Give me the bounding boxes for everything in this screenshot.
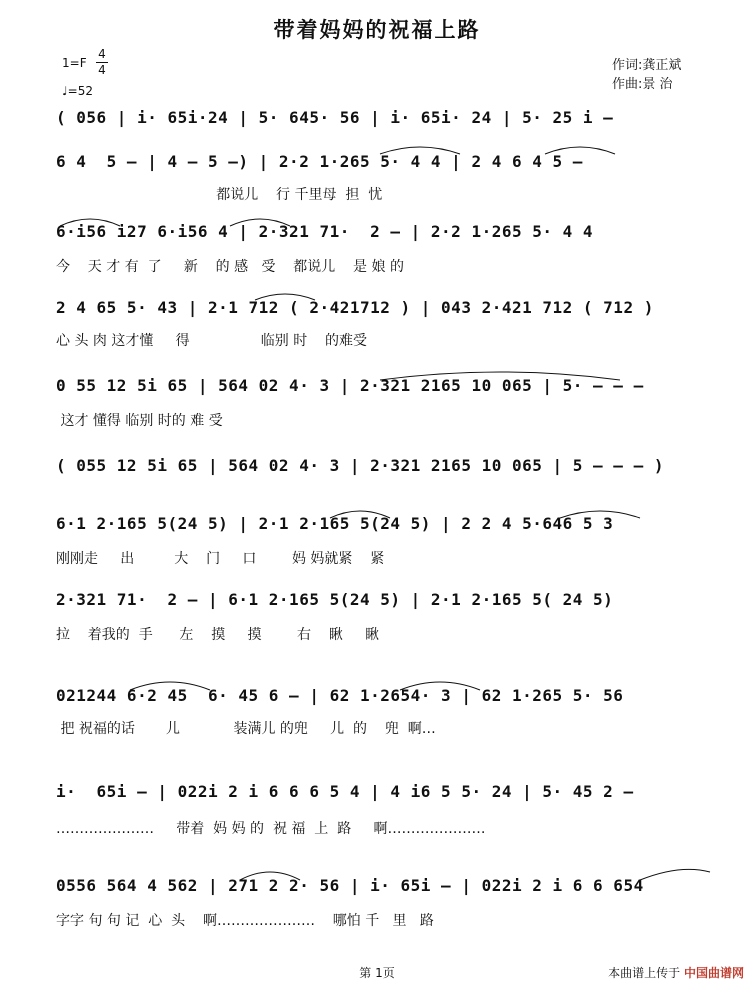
notation-row: 0 55 12 5i 65 | 564 02 4· 3 | 2·321 2165 10 065 | 5· – – –: [56, 376, 644, 395]
notation-row: i· 65i – | 022i 2 i 6 6 6 5 4 | 4 i6 5 5· 24 | 5· 45 2 –: [56, 782, 634, 801]
site-logo: 中国曲谱网: [683, 966, 744, 980]
notation-row: 2·321 71· 2 – | 6·1 2·165 5(24 5) | 2·1 2·165 5( 24 5): [56, 590, 614, 609]
tempo-marking: ♩=52: [62, 84, 93, 98]
slur: [130, 682, 210, 690]
lyric-row: 心 头 肉 这才懂 得 临别 时 的难受: [56, 333, 368, 349]
lyric-row: 这才 懂得 临别 时的 难 受: [56, 413, 223, 429]
slur: [330, 511, 390, 518]
slur: [545, 147, 615, 154]
time-unit: 4: [98, 63, 106, 77]
upload-credit: [608, 964, 744, 981]
upload-text: 本曲谱上传于: [608, 966, 681, 980]
lyric-row: 都说儿 行 千里母 担 忧: [56, 187, 383, 203]
slur: [230, 219, 290, 226]
notation-row: ( 055 12 5i 65 | 564 02 4· 3 | 2·321 2165 10 065 | 5 – – – ): [56, 456, 664, 475]
slur: [560, 511, 640, 518]
lyricist: 作词:龚正斌: [612, 58, 682, 73]
time-beats: 4: [98, 47, 106, 61]
slur: [240, 872, 300, 880]
key-label: 1=F: [62, 56, 87, 70]
notation-row: 2 4 65 5· 43 | 2·1 712 ( 2·421712 ) | 043 2·421 712 ( 712 ): [56, 298, 654, 317]
notation-row: 6 4 5 – | 4 – 5 –) | 2·2 1·265 5· 4 4 | 2 4 6 4 5 –: [56, 152, 583, 171]
lyric-row: ………………… 带着 妈 妈 的 祝 福 上 路 啊…………………: [56, 821, 486, 837]
notation-row: 021244 6·2 45 6· 45 6 – | 62 1·2654· 3 | 62 1·265 5· 56: [56, 686, 624, 705]
slur: [640, 869, 710, 880]
notation-row: 0556 564 4 562 | 271 2 2· 56 | i· 65i – | 022i 2 i 6 6 654: [56, 876, 644, 895]
slur: [380, 147, 460, 154]
notation-row: 6·i56 i27 6·i56 4 | 2·321 71· 2 – | 2·2 1·265 5· 4 4: [56, 222, 594, 241]
slur: [380, 372, 620, 380]
notation-row: ( 056 | i· 65i·24 | 5· 645· 56 | i· 65i· 24 | 5· 25 i –: [56, 108, 614, 127]
slur: [60, 219, 120, 226]
lyric-row: 今 天 才 有 了 新 的 感 受 都说儿 是 娘 的: [56, 259, 404, 275]
lyric-row: 刚刚走 出 大 门 口 妈 妈就紧 紧: [56, 551, 385, 567]
lyric-row: 把 祝福的话 儿 装满儿 的兜 儿 的 兜 啊…: [56, 721, 436, 737]
lyric-row: 字字 句 句 记 心 头 啊………………… 哪怕 千 里 路: [56, 913, 434, 929]
notation-row: 6·1 2·165 5(24 5) | 2·1 2·165 5(24 5) | 2 2 4 5·646 5 3: [56, 514, 614, 533]
slur: [400, 682, 480, 690]
slur: [255, 294, 315, 300]
page-number: 第 1页: [359, 966, 395, 980]
composer: 作曲:景 治: [612, 77, 673, 92]
lyric-row: 拉 着我的 手 左 摸 摸 右 瞅 瞅: [56, 627, 380, 643]
song-title: 带着妈妈的祝福上路: [273, 18, 481, 42]
